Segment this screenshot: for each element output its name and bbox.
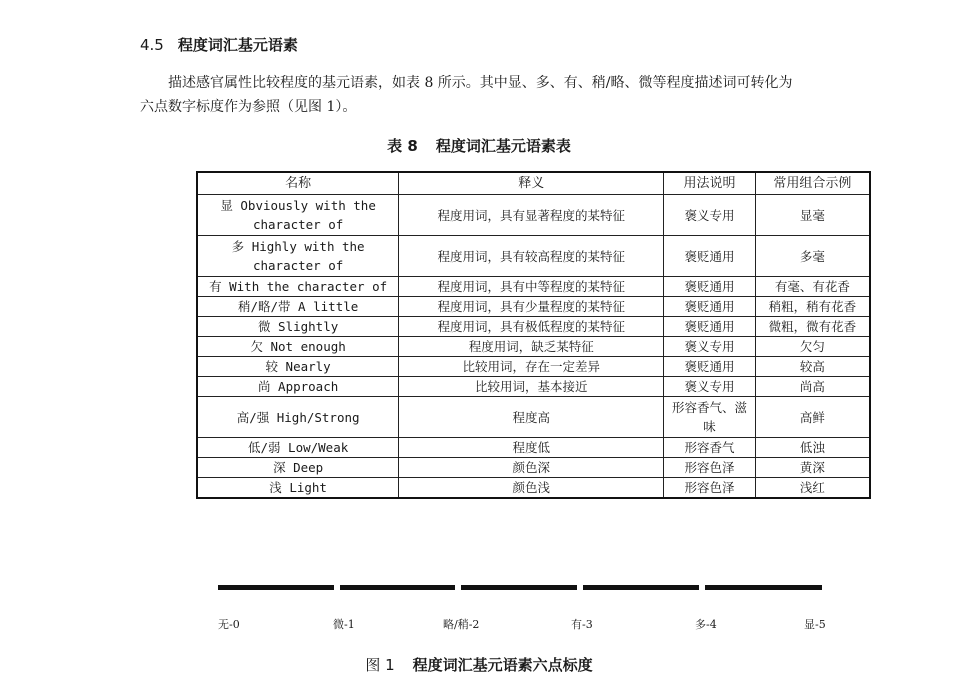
figure-caption [0, 654, 958, 675]
cell-meaning: 程度高 [399, 397, 664, 438]
cell-example: 微粗，微有花香 [755, 317, 870, 337]
scale-segment [340, 585, 455, 590]
table-row [197, 357, 870, 377]
cell-usage: 褒贬通用 [664, 277, 756, 297]
cell-name: 多 Highly with the character of [197, 236, 399, 277]
cell-usage: 褒贬通用 [664, 357, 756, 377]
cell-meaning: 颜色深 [399, 458, 664, 478]
cell-meaning: 程度用词，具有少量程度的某特征 [399, 297, 664, 317]
table-row [197, 478, 870, 499]
cell-usage: 形容色泽 [664, 458, 756, 478]
scale-label-3: 有-3 [571, 618, 593, 631]
table-caption-number: 表 8 [387, 137, 418, 155]
table-row [197, 195, 870, 236]
section-title: 程度词汇基元语素 [177, 36, 298, 54]
paragraph-line-1: 描述感官属性比较程度的基元语素，如表 8 所示。其中显、多、有、稍/略、微等程度描述词可转化为 [168, 75, 793, 91]
scale-segment [583, 585, 699, 590]
cell-example: 多毫 [755, 236, 870, 277]
table-caption-title: 程度词汇基元语素表 [435, 137, 571, 155]
table-header-row [197, 172, 870, 195]
header-name: 名称 [197, 172, 399, 195]
cell-meaning: 颜色浅 [399, 478, 664, 499]
cell-example: 尚高 [755, 377, 870, 397]
cell-meaning: 程度用词，缺乏某特征 [399, 337, 664, 357]
cell-name: 有 With the character of [197, 277, 399, 297]
table-row [197, 458, 870, 478]
cell-name: 低/弱 Low/Weak [197, 438, 399, 458]
cell-usage: 褒义专用 [664, 337, 756, 357]
scale-segment [218, 585, 334, 590]
table-row [197, 397, 870, 438]
cell-example: 高鲜 [755, 397, 870, 438]
table-row [197, 438, 870, 458]
cell-usage: 褒贬通用 [664, 297, 756, 317]
cell-example: 有毫、有花香 [755, 277, 870, 297]
section-number: 4.5 [140, 36, 164, 54]
figure-caption-title: 程度词汇基元语素六点标度 [412, 656, 593, 674]
table-row [197, 277, 870, 297]
cell-example: 稍粗，稍有花香 [755, 297, 870, 317]
table-caption [0, 135, 958, 156]
cell-example: 黄深 [755, 458, 870, 478]
header-example: 常用组合示例 [755, 172, 870, 195]
cell-meaning: 比较用词，基本接近 [399, 377, 664, 397]
cell-name: 尚 Approach [197, 377, 399, 397]
scale-segment [705, 585, 822, 590]
cell-meaning: 程度用词，具有极低程度的某特征 [399, 317, 664, 337]
cell-usage: 褒贬通用 [664, 236, 756, 277]
paragraph-line-2: 六点数字标度作为参照（见图 1）。 [140, 99, 357, 115]
table-row [197, 236, 870, 277]
scale-segment [461, 585, 577, 590]
section-heading [140, 34, 298, 55]
cell-usage: 形容色泽 [664, 478, 756, 499]
cell-name: 深 Deep [197, 458, 399, 478]
six-point-scale-bars [0, 585, 958, 591]
cell-meaning: 程度用词，具有显著程度的某特征 [399, 195, 664, 236]
cell-usage: 褒义专用 [664, 195, 756, 236]
cell-example: 低浊 [755, 438, 870, 458]
cell-name: 较 Nearly [197, 357, 399, 377]
cell-name: 高/强 High/Strong [197, 397, 399, 438]
table-row [197, 377, 870, 397]
cell-usage: 褒贬通用 [664, 317, 756, 337]
table-row [197, 317, 870, 337]
scale-label-1: 微-1 [333, 618, 355, 631]
scale-label-5: 显-5 [804, 618, 826, 631]
cell-name: 稍/略/带 A little [197, 297, 399, 317]
header-usage: 用法说明 [664, 172, 756, 195]
cell-example: 较高 [755, 357, 870, 377]
cell-meaning: 程度用词，具有较高程度的某特征 [399, 236, 664, 277]
cell-usage: 形容香气 [664, 438, 756, 458]
scale-label-2: 略/稍-2 [443, 618, 480, 631]
cell-name: 微 Slightly [197, 317, 399, 337]
cell-example: 浅红 [755, 478, 870, 499]
cell-usage: 褒义专用 [664, 377, 756, 397]
cell-example: 欠匀 [755, 337, 870, 357]
cell-meaning: 程度低 [399, 438, 664, 458]
cell-name: 欠 Not enough [197, 337, 399, 357]
cell-meaning: 比较用词，存在一定差异 [399, 357, 664, 377]
cell-example: 显毫 [755, 195, 870, 236]
degree-lexicon-table [196, 171, 871, 499]
scale-label-4: 多-4 [695, 618, 717, 631]
header-meaning: 释义 [399, 172, 664, 195]
cell-meaning: 程度用词，具有中等程度的某特征 [399, 277, 664, 297]
cell-name: 浅 Light [197, 478, 399, 499]
figure-caption-number: 图 1 [365, 656, 395, 674]
table-row [197, 337, 870, 357]
cell-name: 显 Obviously with the character of [197, 195, 399, 236]
table-row [197, 297, 870, 317]
scale-label-0: 无-0 [218, 618, 240, 631]
cell-usage: 形容香气、滋味 [664, 397, 756, 438]
